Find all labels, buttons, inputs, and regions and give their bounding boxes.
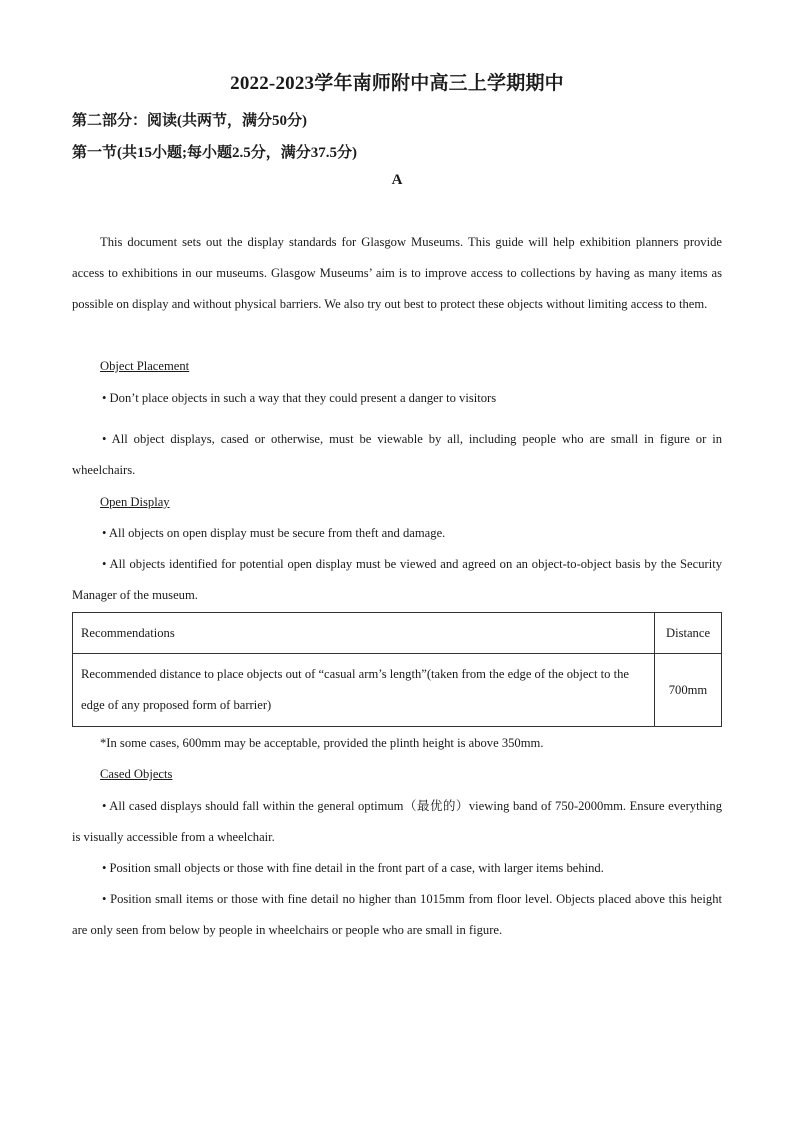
recommendations-table xyxy=(72,612,722,727)
cased-objects-bullet-2: • Position small objects or those with fine detail in the front part of a case, with larger items behind. xyxy=(102,861,604,875)
open-display-bullet-1: • All objects on open display must be secure from theft and damage. xyxy=(102,526,446,540)
part-heading: 第二部分：阅读(共两节，满分50分) xyxy=(72,113,307,129)
cased-objects-bullet-3: • Position small items or those with fine detail no higher than 1015mm from floor level. Objects placed above this height are only seen from below by people in wheelchairs or people who are small in figure. xyxy=(72,892,722,937)
object-placement-heading: Object Placement xyxy=(100,359,190,373)
table-cell-recommendation: Recommended distance to place objects out of “casual arm’s length”(taken from the edge of the object to the edge of any proposed form of barrier) xyxy=(73,654,655,727)
cased-objects-heading: Cased Objects xyxy=(100,767,173,781)
object-placement-bullet-2: • All object displays, cased or otherwise, must be viewable by all, including people who are small in figure or in wheelchairs. xyxy=(72,432,722,477)
section-heading: 第一节(共15小题;每小题2.5分，满分37.5分) xyxy=(72,145,357,161)
open-display-bullet-2: • All objects identified for potential open display must be viewed and agreed on an object-to-object basis by the Security Manager of the museum. xyxy=(72,557,722,602)
object-placement-bullet-1: • Don’t place objects in such a way that they could present a danger to visitors xyxy=(102,391,497,405)
table-cell-distance: 700mm xyxy=(655,654,722,727)
intro-paragraph: This document sets out the display standards for Glasgow Museums. This guide will help exhibition planners provide access to exhibitions in our museums. Glasgow Museums’ aim is to improve access to collections by having as many items as possible on display and without physical barriers. We also try out best to protect these objects without limiting access to them. xyxy=(72,235,722,311)
table-header-distance: Distance xyxy=(655,613,722,654)
passage-letter: A xyxy=(391,172,403,188)
cased-objects-bullet-1: • All cased displays should fall within the general optimum（最优的）viewing band of 750-2000mm. Ensure everything is visually accessible from a wheelchair. xyxy=(72,799,722,844)
open-display-heading: Open Display xyxy=(100,495,170,509)
table-header-row xyxy=(73,613,722,654)
table-note: *In some cases, 600mm may be acceptable, provided the plinth height is above 350mm. xyxy=(100,736,544,750)
exam-title: 2022-2023学年南师附中高三上学期期中 xyxy=(230,73,564,94)
table-row xyxy=(73,654,722,727)
table-header-recommendations: Recommendations xyxy=(73,613,655,654)
